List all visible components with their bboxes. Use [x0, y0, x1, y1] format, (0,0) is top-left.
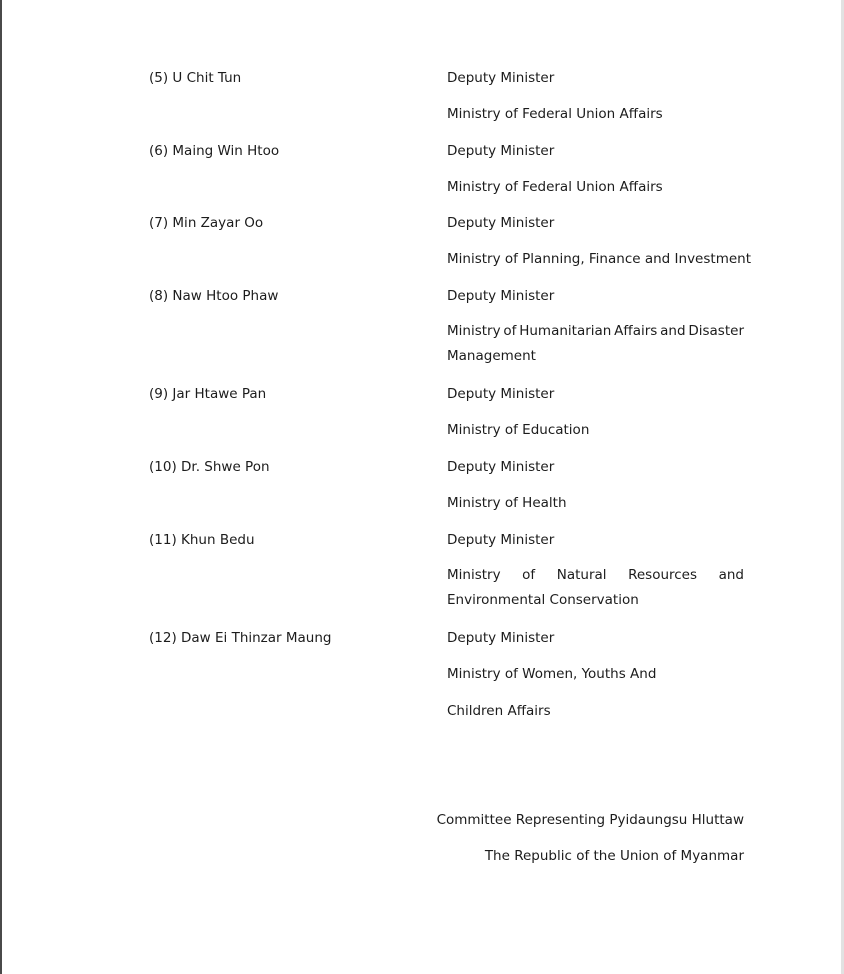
entry-role: Deputy Minister [447, 459, 555, 475]
entry-role: Deputy Minister [447, 143, 555, 159]
entry-name: (7) Min Zayar Oo [149, 215, 264, 231]
ministry-word: of [503, 323, 517, 339]
entry-name: (11) Khun Bedu [149, 532, 255, 548]
entry-ministry-continued: Children Affairs [447, 703, 551, 719]
entry-name: (10) Dr. Shwe Pon [149, 459, 270, 475]
ministry-word: Ministry [447, 567, 501, 583]
ministry-word: Affairs [614, 323, 658, 339]
ministry-word: and [718, 567, 744, 583]
ministry-word: Humanitarian [519, 323, 612, 339]
entry-name: (8) Naw Htoo Phaw [149, 288, 279, 304]
entry-name: (6) Maing Win Htoo [149, 143, 280, 159]
entry-name: (9) Jar Htawe Pan [149, 386, 267, 402]
entry-role: Deputy Minister [447, 70, 555, 86]
entry-ministry [447, 563, 744, 613]
ministry-line: Environmental Conservation [447, 592, 639, 608]
ministry-line: Management [447, 348, 536, 364]
ministry-word: Disaster [688, 323, 744, 339]
entry-name: (5) U Chit Tun [149, 70, 242, 86]
ministry-word: and [660, 323, 686, 339]
ministry-word: of [522, 567, 536, 583]
signature-republic: The Republic of the Union of Myanmar [484, 848, 744, 864]
ministry-word: Resources [628, 567, 698, 583]
page-left-edge [0, 0, 2, 974]
ministry-word: Natural [556, 567, 607, 583]
signature-committee: Committee Representing Pyidaungsu Hluttaw [436, 812, 744, 828]
entry-ministry: Ministry of Health [447, 495, 567, 511]
entry-name: (12) Daw Ei Thinzar Maung [149, 630, 332, 646]
entry-ministry: Ministry of Women, Youths And [447, 666, 657, 682]
entry-role: Deputy Minister [447, 630, 555, 646]
ministry-line [447, 563, 744, 588]
entry-role: Deputy Minister [447, 215, 555, 231]
ministry-word: Ministry [447, 323, 501, 339]
entry-role: Deputy Minister [447, 288, 555, 304]
entry-ministry: Ministry of Education [447, 422, 590, 438]
entry-ministry: Ministry of Federal Union Affairs [447, 179, 663, 195]
entry-ministry [447, 319, 744, 369]
entry-role: Deputy Minister [447, 386, 555, 402]
ministry-line [447, 319, 744, 344]
entry-role: Deputy Minister [447, 532, 555, 548]
entry-ministry: Ministry of Planning, Finance and Investment [447, 251, 751, 267]
entry-ministry: Ministry of Federal Union Affairs [447, 106, 663, 122]
